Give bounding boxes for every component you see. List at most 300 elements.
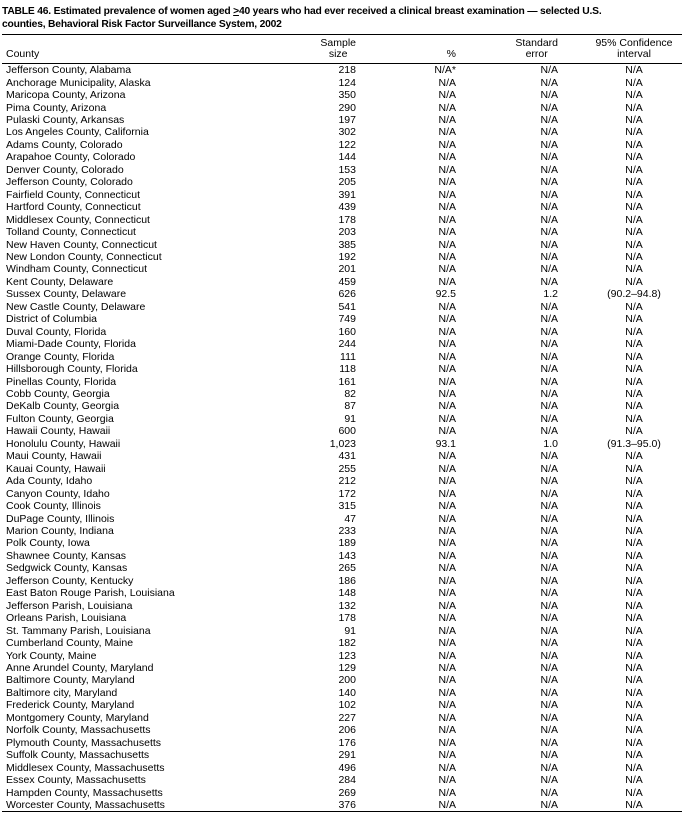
table-row	[2, 799, 682, 812]
table-row	[2, 89, 682, 101]
sample-size-cell: 111	[340, 350, 356, 363]
county-cell: Cumberland County, Maine	[6, 637, 134, 650]
percent-cell: N/A	[438, 724, 456, 737]
confidence-interval-cell: N/A	[625, 64, 643, 77]
standard-error-cell: N/A	[540, 151, 558, 164]
percent-cell: 93.1	[435, 437, 456, 450]
standard-error-cell: N/A	[540, 176, 558, 189]
standard-error-cell: 1.0	[543, 437, 558, 450]
confidence-interval-cell: N/A	[625, 749, 643, 762]
standard-error-cell: N/A	[540, 686, 558, 699]
sample-size-cell: 144	[338, 151, 356, 164]
sample-size-cell: 201	[338, 263, 356, 276]
table-row	[2, 263, 682, 275]
percent-cell: N/A	[438, 188, 456, 201]
table-row	[2, 351, 682, 363]
percent-cell: N/A	[438, 774, 456, 787]
standard-error-cell: N/A	[540, 89, 558, 102]
table-row	[2, 276, 682, 288]
table-row	[2, 176, 682, 188]
table-row	[2, 189, 682, 201]
table-row	[2, 537, 682, 549]
county-cell: District of Columbia	[6, 313, 98, 326]
standard-error-cell: N/A	[540, 724, 558, 737]
county-cell: New Castle County, Delaware	[6, 300, 146, 313]
confidence-interval-cell: N/A	[625, 774, 643, 787]
county-cell: Shawnee County, Kansas	[6, 549, 127, 562]
percent-cell: N/A	[438, 699, 456, 712]
table-body	[2, 64, 682, 812]
table-row	[2, 674, 682, 686]
confidence-interval-cell: N/A	[625, 475, 643, 488]
sample-size-cell: 385	[338, 238, 356, 251]
table-row	[2, 500, 682, 512]
sample-size-cell: 244	[338, 338, 356, 351]
column-header-ci-line1: 95% Confidence	[595, 36, 673, 49]
sample-size-cell: 459	[338, 275, 356, 288]
table-row	[2, 226, 682, 238]
table-row	[2, 438, 682, 450]
standard-error-cell: N/A	[540, 475, 558, 488]
confidence-interval-cell: N/A	[625, 350, 643, 363]
county-cell: Middlesex County, Connecticut	[6, 213, 150, 226]
confidence-interval-cell: N/A	[625, 138, 643, 151]
sample-size-cell: 315	[338, 500, 356, 513]
confidence-interval-cell: N/A	[625, 363, 643, 376]
percent-cell: N/A	[438, 475, 456, 488]
standard-error-cell: N/A	[540, 524, 558, 537]
percent-cell: N/A	[438, 101, 456, 114]
county-cell: Baltimore County, Maryland	[6, 674, 135, 687]
confidence-interval-cell: N/A	[625, 736, 643, 749]
confidence-interval-cell: N/A	[625, 699, 643, 712]
standard-error-cell: N/A	[540, 300, 558, 313]
county-cell: Duval County, Florida	[6, 325, 107, 338]
table-row	[2, 787, 682, 799]
percent-cell: N/A	[438, 76, 456, 89]
sample-size-cell: 290	[338, 101, 356, 114]
column-header-sample-line1: Sample	[320, 36, 356, 49]
confidence-interval-cell: N/A	[625, 624, 643, 637]
sample-size-cell: 192	[338, 251, 356, 264]
county-cell: Jefferson County, Colorado	[6, 176, 133, 189]
percent-cell: N/A	[438, 512, 456, 525]
county-cell: Baltimore city, Maryland	[6, 686, 118, 699]
table-row	[2, 288, 682, 300]
sample-size-cell: 203	[338, 226, 356, 239]
percent-cell: N/A*	[434, 64, 456, 77]
percent-cell: N/A	[438, 176, 456, 189]
percent-cell: N/A	[438, 612, 456, 625]
sample-size-cell: 182	[338, 637, 356, 650]
county-cell: Maui County, Hawaii	[6, 450, 102, 463]
standard-error-cell: N/A	[540, 786, 558, 799]
sample-size-cell: 161	[338, 375, 356, 388]
standard-error-cell: N/A	[540, 101, 558, 114]
county-cell: New London County, Connecticut	[6, 251, 162, 264]
table-row	[2, 737, 682, 749]
sample-size-cell: 227	[338, 711, 356, 724]
standard-error-cell: N/A	[540, 512, 558, 525]
table-row	[2, 450, 682, 462]
confidence-interval-cell: N/A	[625, 450, 643, 463]
standard-error-cell: N/A	[540, 587, 558, 600]
sample-size-cell: 255	[338, 462, 356, 475]
sample-size-cell: 291	[338, 749, 356, 762]
confidence-interval-cell: N/A	[625, 101, 643, 114]
sample-size-cell: 122	[338, 138, 356, 151]
table-row	[2, 687, 682, 699]
standard-error-cell: N/A	[540, 612, 558, 625]
standard-error-cell: N/A	[540, 251, 558, 264]
table-row	[2, 774, 682, 786]
percent-cell: N/A	[438, 375, 456, 388]
column-header-se-line1: Standard	[515, 36, 558, 49]
standard-error-cell: N/A	[540, 798, 558, 811]
sample-size-cell: 91	[344, 624, 356, 637]
county-cell: Windham County, Connecticut	[6, 263, 148, 276]
county-cell: Jefferson County, Kentucky	[6, 574, 134, 587]
confidence-interval-cell: N/A	[625, 126, 643, 139]
percent-cell: N/A	[438, 138, 456, 151]
standard-error-cell: N/A	[540, 350, 558, 363]
standard-error-cell: N/A	[540, 363, 558, 376]
county-cell: Essex County, Massachusetts	[6, 774, 146, 787]
standard-error-cell: N/A	[540, 313, 558, 326]
standard-error-cell: N/A	[540, 163, 558, 176]
percent-cell: N/A	[438, 587, 456, 600]
sample-size-cell: 302	[338, 126, 356, 139]
column-header-sample-line2: size	[328, 48, 348, 61]
confidence-interval-cell: N/A	[625, 661, 643, 674]
standard-error-cell: N/A	[540, 138, 558, 151]
standard-error-cell: N/A	[540, 263, 558, 276]
county-cell: Ada County, Idaho	[6, 475, 93, 488]
percent-cell: N/A	[438, 537, 456, 550]
percent-cell: N/A	[438, 89, 456, 102]
standard-error-cell: N/A	[540, 599, 558, 612]
standard-error-cell: N/A	[540, 674, 558, 687]
percent-cell: N/A	[438, 263, 456, 276]
sample-size-cell: 118	[339, 363, 356, 376]
sample-size-cell: 123	[338, 649, 356, 662]
percent-cell: N/A	[438, 462, 456, 475]
percent-cell: N/A	[438, 649, 456, 662]
title-part2: 40 years who had ever received a clinical breast examination — selected U.S.	[238, 6, 602, 17]
county-cell: York County, Maine	[6, 649, 97, 662]
county-cell: Polk County, Iowa	[6, 537, 90, 550]
county-cell: DuPage County, Illinois	[6, 512, 115, 525]
column-header-sample-size	[298, 34, 360, 64]
sample-size-cell: 212	[338, 475, 356, 488]
county-cell: Jefferson Parish, Louisiana	[6, 599, 133, 612]
county-cell: Tolland County, Connecticut	[6, 226, 136, 239]
confidence-interval-cell: N/A	[625, 711, 643, 724]
percent-cell: N/A	[438, 114, 456, 127]
confidence-interval-cell: N/A	[625, 275, 643, 288]
title-gte-symbol: >	[233, 6, 239, 17]
standard-error-cell: N/A	[540, 201, 558, 214]
percent-cell: N/A	[438, 388, 456, 400]
sample-size-cell: 391	[338, 188, 356, 201]
sample-size-cell: 102	[338, 699, 356, 712]
table-row	[2, 77, 682, 89]
percent-cell: N/A	[438, 363, 456, 376]
percent-cell: N/A	[438, 761, 456, 774]
standard-error-cell: N/A	[540, 400, 558, 413]
table-row	[2, 762, 682, 774]
confidence-interval-cell: N/A	[625, 151, 643, 164]
county-cell: Pima County, Arizona	[6, 101, 107, 114]
sample-size-cell: 1,023	[329, 437, 356, 450]
county-cell: Suffolk County, Massachusetts	[6, 749, 150, 762]
confidence-interval-cell: N/A	[625, 176, 643, 189]
sample-size-cell: 178	[338, 213, 356, 226]
percent-cell: N/A	[438, 549, 456, 562]
percent-cell: N/A	[438, 251, 456, 264]
confidence-interval-cell: N/A	[625, 761, 643, 774]
sample-size-cell: 600	[338, 425, 356, 438]
table-row	[2, 338, 682, 350]
percent-cell: N/A	[438, 400, 456, 413]
sample-size-cell: 376	[338, 798, 356, 811]
table-row	[2, 301, 682, 313]
sample-size-cell: 132	[338, 599, 356, 612]
title-part1: TABLE 46. Estimated prevalence of women aged	[2, 6, 234, 17]
county-cell: Kauai County, Hawaii	[6, 462, 106, 475]
sample-size-cell: 189	[338, 537, 356, 550]
percent-cell: N/A	[438, 711, 456, 724]
county-cell: Pulaski County, Arkansas	[6, 114, 125, 127]
table-row	[2, 550, 682, 562]
county-cell: Honolulu County, Hawaii	[6, 437, 121, 450]
standard-error-cell: N/A	[540, 375, 558, 388]
confidence-interval-cell: N/A	[625, 462, 643, 475]
standard-error-cell: N/A	[540, 537, 558, 550]
sample-size-cell: 140	[338, 686, 356, 699]
county-cell: East Baton Rouge Parish, Louisiana	[6, 587, 175, 600]
confidence-interval-cell: N/A	[625, 786, 643, 799]
column-header-ci-line2: interval	[617, 48, 651, 61]
percent-cell: N/A	[438, 238, 456, 251]
percent-cell: N/A	[438, 599, 456, 612]
confidence-interval-cell: N/A	[625, 562, 643, 575]
percent-cell: N/A	[438, 313, 456, 326]
confidence-interval-cell: N/A	[625, 512, 643, 525]
standard-error-cell: N/A	[540, 574, 558, 587]
percent-cell: N/A	[438, 686, 456, 699]
percent-cell: N/A	[438, 798, 456, 811]
confidence-interval-cell: N/A	[625, 163, 643, 176]
table-row	[2, 463, 682, 475]
percent-cell: N/A	[438, 749, 456, 762]
sample-size-cell: 82	[344, 388, 356, 400]
sample-size-cell: 200	[338, 674, 356, 687]
table-row	[2, 662, 682, 674]
confidence-interval-cell: N/A	[625, 574, 643, 587]
column-header-confidence-interval	[560, 34, 682, 64]
standard-error-cell: N/A	[540, 450, 558, 463]
sample-size-cell: 172	[338, 487, 356, 500]
column-header-standard-error	[460, 34, 560, 64]
percent-cell: N/A	[438, 151, 456, 164]
percent-cell: 92.5	[435, 288, 456, 301]
sample-size-cell: 284	[338, 774, 356, 787]
standard-error-cell: N/A	[540, 549, 558, 562]
standard-error-cell: N/A	[540, 761, 558, 774]
table-row	[2, 114, 682, 126]
county-cell: New Haven County, Connecticut	[6, 238, 157, 251]
table-row	[2, 712, 682, 724]
sample-size-cell: 496	[338, 761, 356, 774]
standard-error-cell: N/A	[540, 699, 558, 712]
confidence-interval-cell: N/A	[625, 649, 643, 662]
percent-cell: N/A	[438, 325, 456, 338]
sample-size-cell: 431	[338, 450, 356, 463]
county-cell: Canyon County, Idaho	[6, 487, 110, 500]
table-row	[2, 650, 682, 662]
county-cell: Denver County, Colorado	[6, 163, 124, 176]
county-cell: Hawaii County, Hawaii	[6, 425, 111, 438]
percent-cell: N/A	[438, 574, 456, 587]
confidence-interval-cell: (90.2–94.8)	[607, 288, 661, 301]
county-cell: Orange County, Florida	[6, 350, 115, 363]
table-row	[2, 612, 682, 624]
county-cell: St. Tammany Parish, Louisiana	[6, 624, 151, 637]
table-row	[2, 376, 682, 388]
table-row	[2, 488, 682, 500]
table-row	[2, 637, 682, 649]
sample-size-cell: 176	[338, 736, 356, 749]
sample-size-cell: 626	[338, 288, 356, 301]
sample-size-cell: 124	[338, 76, 356, 89]
confidence-interval-cell: N/A	[625, 412, 643, 425]
standard-error-cell: N/A	[540, 711, 558, 724]
county-cell: Anne Arundel County, Maryland	[6, 661, 154, 674]
table-row	[2, 587, 682, 599]
county-cell: Arapahoe County, Colorado	[6, 151, 136, 164]
confidence-interval-cell: (91.3–95.0)	[607, 437, 661, 450]
sample-size-cell: 91	[344, 412, 356, 425]
percent-cell: N/A	[438, 213, 456, 226]
confidence-interval-cell: N/A	[625, 375, 643, 388]
table-row	[2, 413, 682, 425]
percent-cell: N/A	[438, 450, 456, 463]
confidence-interval-cell: N/A	[625, 388, 643, 400]
sample-size-cell: 749	[338, 313, 356, 326]
county-cell: Maricopa County, Arizona	[6, 89, 126, 102]
confidence-interval-cell: N/A	[625, 549, 643, 562]
standard-error-cell: N/A	[540, 388, 558, 400]
county-cell: Worcester County, Massachusetts	[6, 798, 165, 811]
county-cell: Norfolk County, Massachusetts	[6, 724, 151, 737]
sample-size-cell: 541	[338, 300, 356, 313]
table-row	[2, 400, 682, 412]
county-cell: Kent County, Delaware	[6, 275, 114, 288]
table-row	[2, 625, 682, 637]
table-header	[2, 34, 682, 64]
table-row	[2, 525, 682, 537]
table-row	[2, 562, 682, 574]
county-cell: Pinellas County, Florida	[6, 375, 117, 388]
table-row	[2, 363, 682, 375]
sample-size-cell: 87	[344, 400, 356, 413]
table-row	[2, 126, 682, 138]
table-title	[2, 6, 682, 34]
standard-error-cell: N/A	[540, 661, 558, 674]
standard-error-cell: N/A	[540, 325, 558, 338]
county-cell: Los Angeles County, California	[6, 126, 149, 139]
column-header-se-line2: error	[525, 48, 548, 61]
sample-size-cell: 47	[344, 512, 356, 525]
percent-cell: N/A	[438, 524, 456, 537]
county-cell: Plymouth County, Massachusetts	[6, 736, 162, 749]
sample-size-cell: 186	[338, 574, 356, 587]
percent-cell: N/A	[438, 425, 456, 438]
standard-error-cell: N/A	[540, 774, 558, 787]
sample-size-cell: 269	[338, 786, 356, 799]
standard-error-cell: N/A	[540, 213, 558, 226]
county-cell: Marion County, Indiana	[6, 524, 114, 537]
county-cell: Montgomery County, Maryland	[6, 711, 149, 724]
percent-cell: N/A	[438, 487, 456, 500]
standard-error-cell: N/A	[540, 126, 558, 139]
confidence-interval-cell: N/A	[625, 587, 643, 600]
table-title-line1	[2, 6, 682, 19]
standard-error-cell: N/A	[540, 412, 558, 425]
confidence-interval-cell: N/A	[625, 238, 643, 251]
county-cell: Sussex County, Delaware	[6, 288, 127, 301]
percent-cell: N/A	[438, 338, 456, 351]
percent-cell: N/A	[438, 500, 456, 513]
county-cell: Hartford County, Connecticut	[6, 201, 141, 214]
confidence-interval-cell: N/A	[625, 686, 643, 699]
standard-error-cell: N/A	[540, 500, 558, 513]
prevalence-table	[2, 34, 682, 813]
standard-error-cell: N/A	[540, 76, 558, 89]
table-row	[2, 102, 682, 114]
percent-cell: N/A	[438, 661, 456, 674]
confidence-interval-cell: N/A	[625, 313, 643, 326]
column-header-county: County	[2, 34, 298, 64]
table-row	[2, 201, 682, 213]
county-cell: Middlesex County, Massachusetts	[6, 761, 165, 774]
confidence-interval-cell: N/A	[625, 537, 643, 550]
confidence-interval-cell: N/A	[625, 89, 643, 102]
table-row	[2, 575, 682, 587]
county-cell: Miami-Dade County, Florida	[6, 338, 136, 351]
sample-size-cell: 206	[338, 724, 356, 737]
county-cell: Frederick County, Maryland	[6, 699, 135, 712]
sample-size-cell: 153	[338, 163, 356, 176]
table-row	[2, 164, 682, 176]
percent-cell: N/A	[438, 201, 456, 214]
table-row	[2, 388, 682, 400]
table-row	[2, 749, 682, 761]
confidence-interval-cell: N/A	[625, 599, 643, 612]
confidence-interval-cell: N/A	[625, 251, 643, 264]
confidence-interval-cell: N/A	[625, 487, 643, 500]
standard-error-cell: N/A	[540, 275, 558, 288]
percent-cell: N/A	[438, 624, 456, 637]
county-cell: DeKalb County, Georgia	[6, 400, 120, 413]
standard-error-cell: N/A	[540, 462, 558, 475]
county-cell: Fairfield County, Connecticut	[6, 188, 141, 201]
standard-error-cell: N/A	[540, 649, 558, 662]
county-cell: Jefferson County, Alabama	[6, 64, 132, 77]
confidence-interval-cell: N/A	[625, 188, 643, 201]
confidence-interval-cell: N/A	[625, 263, 643, 276]
